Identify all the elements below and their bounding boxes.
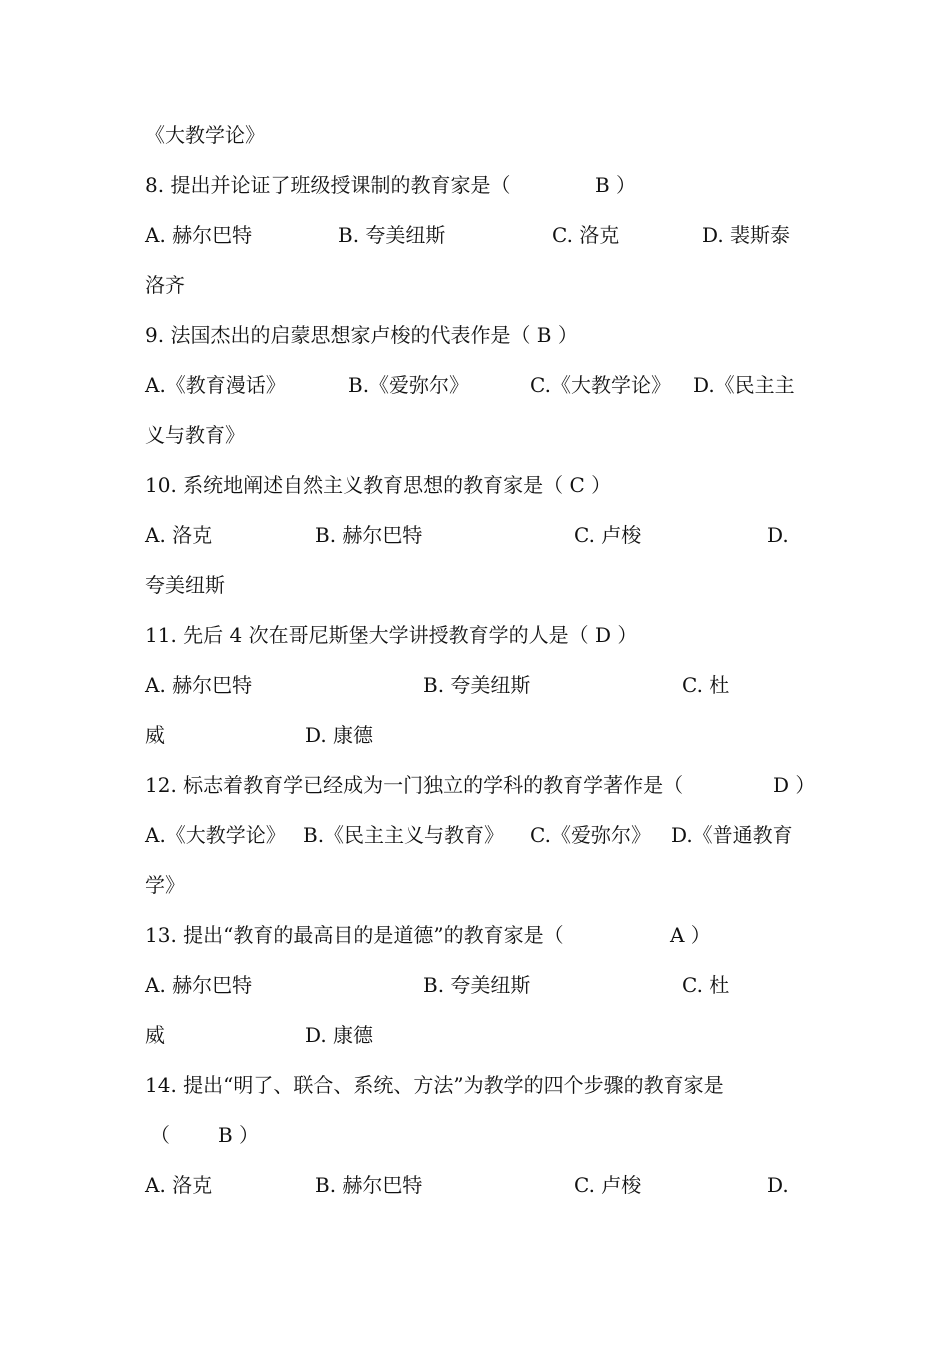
text-segment: 洛齐 [145, 273, 185, 297]
option-c: C.《大教学论》 [530, 373, 671, 397]
options-line [145, 370, 795, 400]
option-c: C. 杜 [682, 973, 730, 997]
option-a: A.《大教学论》 [145, 823, 286, 847]
text-segment: 义与教育》 [145, 423, 245, 447]
option-c: C. 卢梭 [574, 523, 642, 547]
options-line [145, 820, 793, 850]
question-line [145, 620, 638, 650]
text-segment: （ [150, 1123, 170, 1147]
question-line [145, 470, 612, 500]
question-text: 10. 系统地阐述自然主义教育思想的教育家是（ C ） [145, 473, 612, 497]
question-text: 11. 先后 4 次在哥尼斯堡大学讲授教育学的人是（ D ） [145, 623, 638, 647]
question-text: 14. 提出“明了、联合、系统、方法”为教学的四个步骤的教育家是 [145, 1073, 724, 1097]
text-segment: 夸美纽斯 [145, 573, 225, 597]
option-b: B.《民主主义与教育》 [303, 823, 505, 847]
option-c: C. 卢梭 [574, 1173, 642, 1197]
answer-text: B ） [218, 1123, 260, 1147]
text-segment: 威 [145, 1023, 165, 1047]
text-segment: 威 [145, 723, 165, 747]
options-line [145, 520, 789, 550]
question-text: 13. 提出“教育的最高目的是道德”的教育家是（ [145, 923, 564, 947]
option-a: A. 赫尔巴特 [145, 673, 253, 697]
text-line [145, 120, 265, 150]
question-line [145, 920, 711, 950]
option-b: B. 夸美纽斯 [338, 223, 446, 247]
option-b: B. 赫尔巴特 [315, 523, 423, 547]
option-a: A. 赫尔巴特 [145, 973, 253, 997]
question-text: 12. 标志着教育学已经成为一门独立的学科的教育学著作是（ [145, 773, 684, 797]
text-segment: 学》 [145, 873, 185, 897]
text-line [145, 270, 185, 300]
option-c: C. 杜 [682, 673, 730, 697]
question-line [145, 320, 578, 350]
answer-text: B ） [595, 173, 637, 197]
answer-text: D ） [773, 773, 816, 797]
question-text: 9. 法国杰出的启蒙思想家卢梭的代表作是（ B ） [145, 323, 578, 347]
option-b: B. 夸美纽斯 [423, 973, 531, 997]
options-line [145, 1020, 374, 1050]
options-line [145, 220, 791, 250]
option-a: A. 洛克 [145, 1173, 213, 1197]
options-line [145, 720, 374, 750]
question-line [145, 170, 637, 200]
question-text: 8. 提出并论证了班级授课制的教育家是（ [145, 173, 511, 197]
text-line [145, 420, 245, 450]
option-c: C. 洛克 [552, 223, 620, 247]
option-c: C.《爱弥尔》 [530, 823, 651, 847]
option-b: B.《爱弥尔》 [348, 373, 470, 397]
option-d: D. 康德 [305, 723, 374, 747]
option-a: A. 洛克 [145, 523, 213, 547]
answer-line [145, 1120, 260, 1150]
option-b: B. 赫尔巴特 [315, 1173, 423, 1197]
text-line [145, 870, 185, 900]
option-d: D.《普通教育 [671, 823, 793, 847]
option-d: D. [767, 1173, 789, 1197]
option-a: A.《教育漫话》 [145, 373, 286, 397]
option-a: A. 赫尔巴特 [145, 223, 253, 247]
option-b: B. 夸美纽斯 [423, 673, 531, 697]
option-d: D. [767, 523, 789, 547]
question-line [145, 770, 816, 800]
option-d: D. 康德 [305, 1023, 374, 1047]
question-line [145, 1070, 724, 1100]
options-line [145, 1170, 789, 1200]
options-line [145, 970, 730, 1000]
option-d: D. 裴斯泰 [702, 223, 791, 247]
text-segment: 《大教学论》 [145, 123, 265, 147]
option-d: D.《民主主 [693, 373, 795, 397]
text-line [145, 570, 225, 600]
answer-text: A ） [670, 923, 711, 947]
options-line [145, 670, 730, 700]
